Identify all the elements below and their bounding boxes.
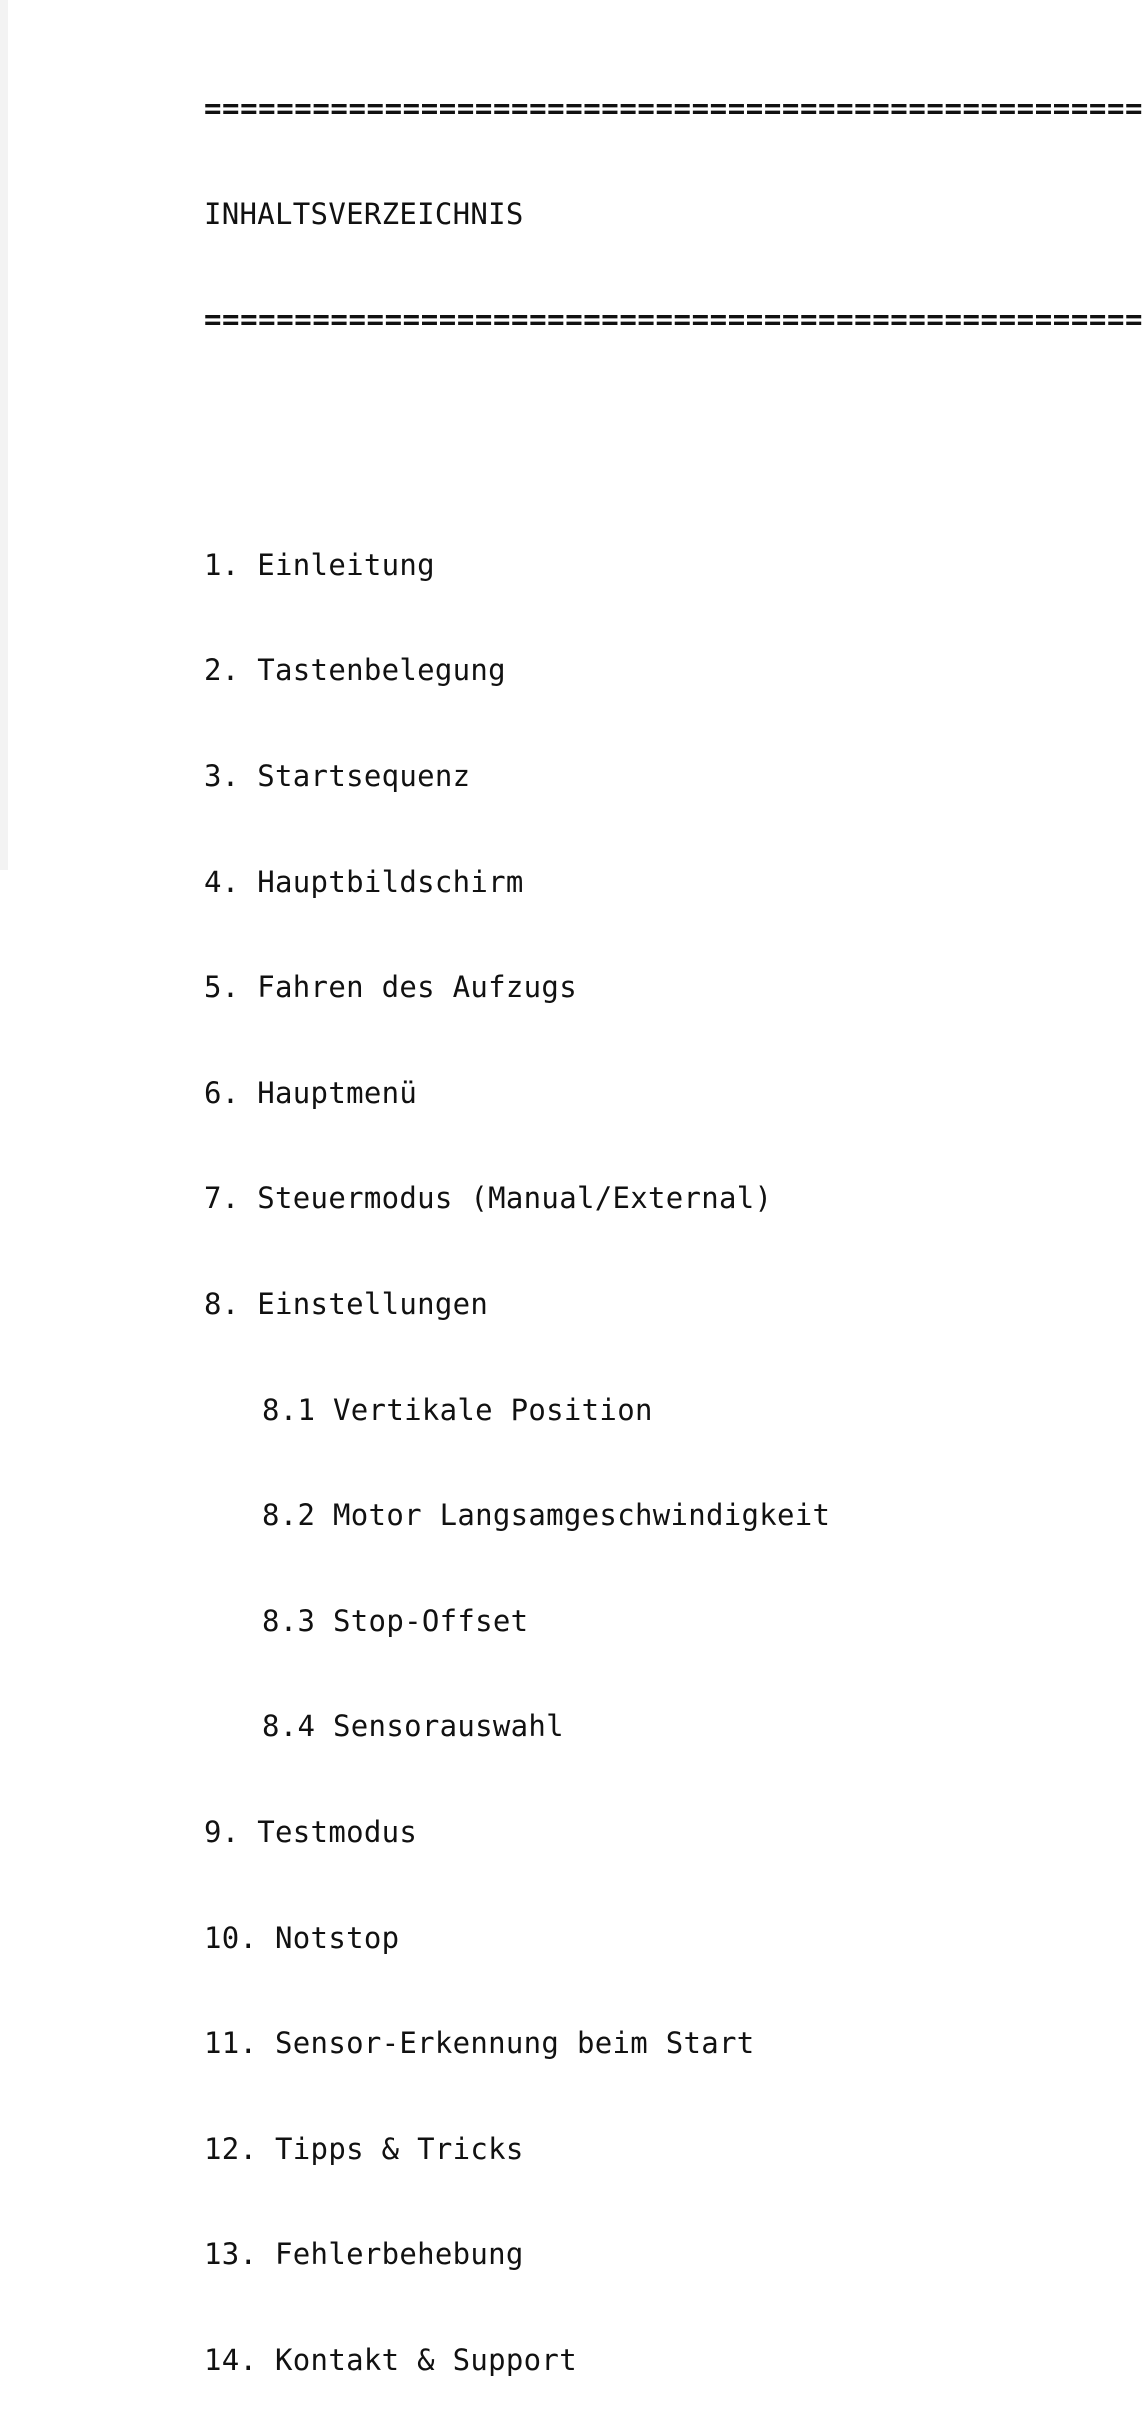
toc-entry: 6. Hauptmenü (204, 1075, 418, 1110)
toc-entry: 10. Notstop (204, 1920, 400, 1955)
toc-entry: 9. Testmodus (204, 1814, 418, 1849)
toc-entry: 2. Tastenbelegung (204, 653, 506, 688)
spacer (204, 407, 1143, 445)
table-of-contents (204, 22, 1143, 2413)
toc-entry: 4. Hauptbildschirm (204, 864, 524, 899)
toc-entry: 11. Sensor-Erkennung beim Start (204, 2026, 755, 2061)
toc-entry: 7. Steuermodus (Manual/External) (204, 1181, 773, 1216)
toc-subentry: 8.1 Vertikale Position (262, 1392, 653, 1427)
toc-subentry: 8.4 Sensorauswahl (262, 1709, 564, 1744)
toc-entry: 13. Fehlerbehebung (204, 2237, 524, 2272)
toc-subentry: 8.2 Motor Langsamgeschwindigkeit (262, 1498, 831, 1533)
toc-entry: 1. Einleitung (204, 547, 435, 582)
toc-entry: 14. Kontakt & Support (204, 2342, 577, 2377)
separator-bottom: ==================================================== (204, 302, 1143, 337)
toc-subentry: 8.3 Stop-Offset (262, 1603, 529, 1638)
toc-entry: 12. Tipps & Tricks (204, 2131, 524, 2166)
toc-entry: 8. Einstellungen (204, 1286, 489, 1321)
page-edge (0, 0, 8, 870)
toc-title: INHALTSVERZEICHNIS (204, 196, 524, 231)
separator-top: ==================================================== (204, 91, 1143, 125)
toc-entry: 3. Startsequenz (204, 758, 471, 793)
toc-entry: 5. Fahren des Aufzugs (204, 970, 577, 1005)
